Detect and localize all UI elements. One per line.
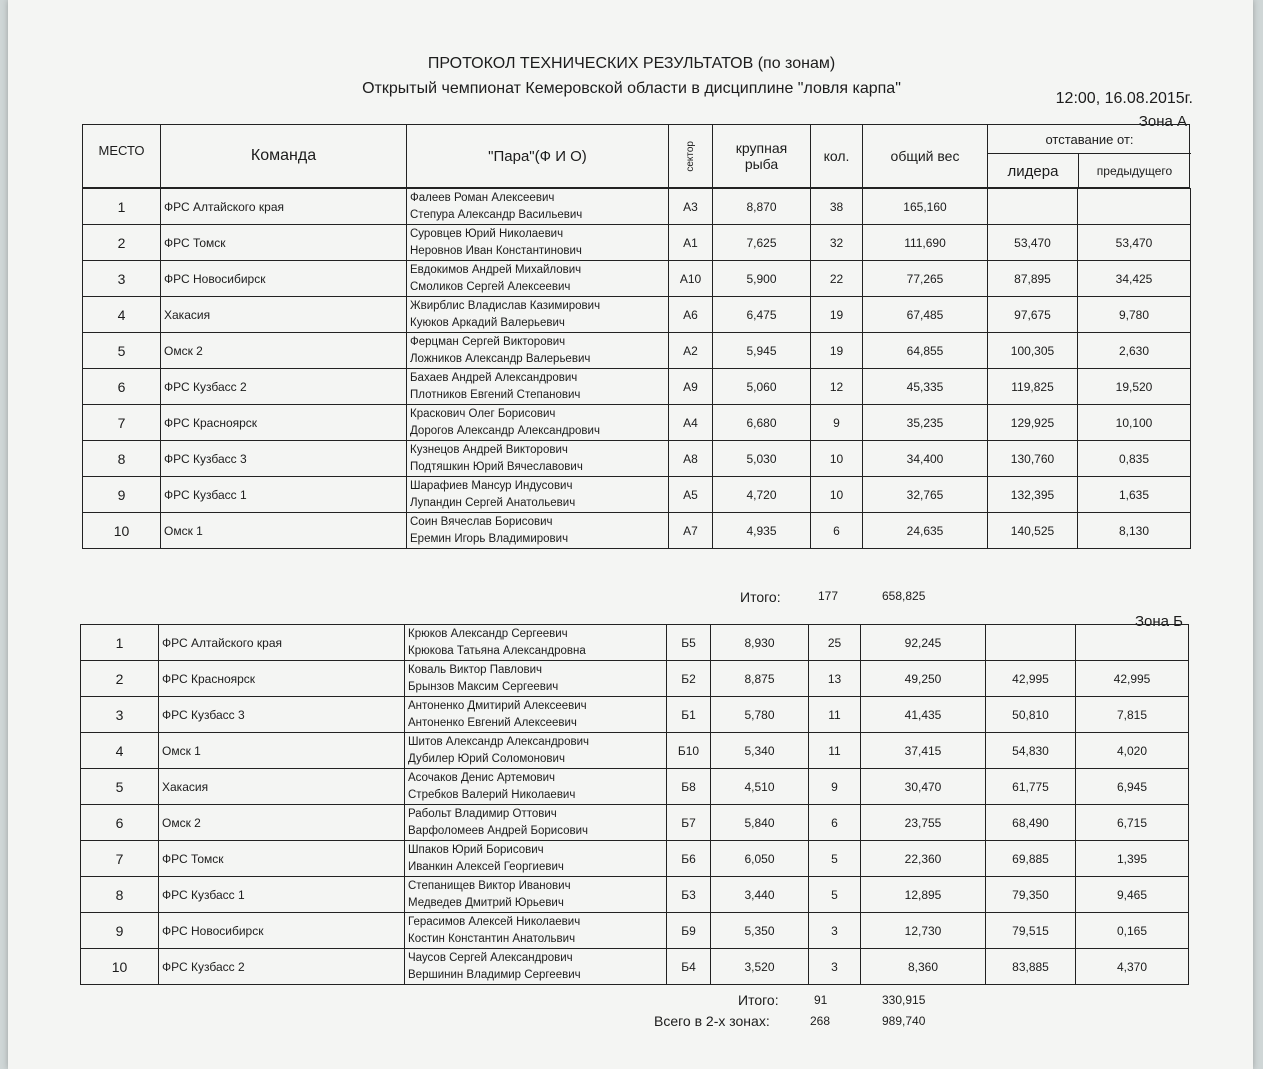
- count-cell: 25: [809, 625, 861, 661]
- lag-leader-cell: 42,995: [986, 661, 1076, 697]
- table-row: [83, 441, 1191, 477]
- team-cell: ФРС Алтайского края: [161, 189, 407, 225]
- weight-cell: 45,335: [863, 369, 988, 405]
- team-cell: Хакасия: [161, 297, 407, 333]
- sector-cell: Б6: [667, 841, 711, 877]
- big-fish-cell: 3,440: [711, 877, 809, 913]
- col-count: кол.: [811, 125, 863, 187]
- table-row: [81, 841, 1189, 877]
- lag-leader-cell: 100,305: [988, 333, 1078, 369]
- weight-cell: 92,245: [861, 625, 986, 661]
- pair-cell: [405, 769, 667, 805]
- pair-member-1: Рабольт Владимир Оттович: [408, 807, 557, 820]
- lag-leader-cell: 140,525: [988, 513, 1078, 549]
- col-place: МЕСТО: [83, 125, 161, 187]
- count-cell: 13: [809, 661, 861, 697]
- pair-member-2: Смоликов Сергей Алексеевич: [410, 280, 571, 293]
- protocol-datetime: 12:00, 16.08.2015г.: [1055, 90, 1193, 107]
- pair-cell: [405, 661, 667, 697]
- pair-member-2: Брынзов Максим Сергеевич: [408, 680, 559, 693]
- lag-previous-cell: 6,715: [1076, 805, 1189, 841]
- col-lag-leader: лидера: [988, 153, 1079, 189]
- zone-a-results-table: [82, 188, 1191, 549]
- place-cell: 5: [81, 769, 159, 805]
- weight-cell: 37,415: [861, 733, 986, 769]
- team-cell: Омск 2: [159, 805, 405, 841]
- place-cell: 2: [83, 225, 161, 261]
- place-cell: 7: [81, 841, 159, 877]
- pair-cell: [407, 369, 669, 405]
- count-cell: 5: [809, 877, 861, 913]
- lag-leader-cell: 129,925: [988, 405, 1078, 441]
- team-cell: Омск 1: [161, 513, 407, 549]
- weight-cell: 24,635: [863, 513, 988, 549]
- weight-cell: 35,235: [863, 405, 988, 441]
- pair-cell: [405, 733, 667, 769]
- big-fish-cell: 5,840: [711, 805, 809, 841]
- lag-leader-cell: 83,885: [986, 949, 1076, 985]
- lag-leader-cell: [988, 189, 1078, 225]
- place-cell: 10: [81, 949, 159, 985]
- table-row: [83, 513, 1191, 549]
- pair-cell: [405, 877, 667, 913]
- place-cell: 3: [81, 697, 159, 733]
- lag-previous-cell: 4,020: [1076, 733, 1189, 769]
- lag-previous-cell: 10,100: [1078, 405, 1191, 441]
- lag-previous-cell: 42,995: [1076, 661, 1189, 697]
- big-fish-cell: 8,875: [711, 661, 809, 697]
- sector-cell: Б5: [667, 625, 711, 661]
- col-sector-cell: [669, 125, 713, 187]
- weight-cell: 67,485: [863, 297, 988, 333]
- lag-previous-cell: 0,835: [1078, 441, 1191, 477]
- lag-previous-cell: 34,425: [1078, 261, 1191, 297]
- pair-member-2: Стребков Валерий Николаевич: [408, 788, 576, 801]
- lag-leader-cell: 87,895: [988, 261, 1078, 297]
- pair-cell: [405, 805, 667, 841]
- zone-a-total-label: Итого:: [740, 589, 781, 605]
- lag-leader-cell: 50,810: [986, 697, 1076, 733]
- pair-member-1: Герасимов Алексей Николаевич: [408, 915, 581, 928]
- place-cell: 2: [81, 661, 159, 697]
- team-cell: ФРС Новосибирск: [159, 913, 405, 949]
- place-cell: 9: [83, 477, 161, 513]
- pair-cell: [407, 477, 669, 513]
- pair-cell: [407, 225, 669, 261]
- lag-previous-cell: 4,370: [1076, 949, 1189, 985]
- count-cell: 32: [811, 225, 863, 261]
- pair-member-1: Шитов Александр Александрович: [408, 735, 589, 748]
- pair-member-1: Ферцман Сергей Викторович: [410, 335, 566, 348]
- pair-cell: [407, 405, 669, 441]
- pair-member-1: Антоненко Дмитирий Алексеевич: [408, 699, 587, 712]
- place-cell: 1: [81, 625, 159, 661]
- pair-cell: [405, 913, 667, 949]
- lag-previous-cell: 7,815: [1076, 697, 1189, 733]
- team-cell: ФРС Томск: [161, 225, 407, 261]
- big-fish-cell: 3,520: [711, 949, 809, 985]
- sector-cell: А1: [669, 225, 713, 261]
- sector-cell: А8: [669, 441, 713, 477]
- weight-cell: 49,250: [861, 661, 986, 697]
- pair-member-2: Дорогов Александр Александрович: [410, 424, 600, 437]
- sector-cell: Б1: [667, 697, 711, 733]
- col-sector: сектор: [685, 140, 696, 172]
- big-fish-cell: 5,350: [711, 913, 809, 949]
- lag-previous-cell: 1,635: [1078, 477, 1191, 513]
- pair-member-2: Неровнов Иван Константинович: [410, 244, 582, 257]
- lag-previous-cell: [1078, 189, 1191, 225]
- weight-cell: 41,435: [861, 697, 986, 733]
- count-cell: 10: [811, 441, 863, 477]
- pair-member-2: Подтяшкин Юрий Вячеславович: [410, 460, 583, 473]
- place-cell: 9: [81, 913, 159, 949]
- pair-member-1: Асочаков Денис Артемович: [408, 771, 556, 784]
- table-row: [83, 405, 1191, 441]
- pair-member-1: Соин Вячеслав Борисович: [410, 515, 553, 528]
- zone-b-label: Зона Б: [1134, 613, 1183, 630]
- pair-cell: [407, 513, 669, 549]
- pair-member-1: Коваль Виктор Павлович: [408, 663, 543, 676]
- table-row: [81, 805, 1189, 841]
- col-lag-previous: предыдущего: [1096, 164, 1173, 178]
- pair-cell: [405, 841, 667, 877]
- pair-member-1: Крюков Александр Сергеевич: [408, 627, 568, 640]
- weight-cell: 8,360: [861, 949, 986, 985]
- zone-b-results-table: [80, 624, 1189, 985]
- place-cell: 4: [81, 733, 159, 769]
- weight-cell: 12,895: [861, 877, 986, 913]
- team-cell: ФРС Кузбасс 1: [161, 477, 407, 513]
- table-row: [81, 625, 1189, 661]
- pair-member-1: Суровцев Юрий Николаевич: [410, 227, 564, 240]
- count-cell: 19: [811, 297, 863, 333]
- pair-member-1: Шпаков Юрий Борисович: [408, 843, 544, 856]
- table-row: [81, 949, 1189, 985]
- lag-previous-cell: 0,165: [1076, 913, 1189, 949]
- lag-previous-cell: 8,130: [1078, 513, 1191, 549]
- sector-cell: А3: [669, 189, 713, 225]
- count-cell: 3: [809, 949, 861, 985]
- zone-a-total-count: 177: [818, 589, 839, 603]
- big-fish-cell: 6,680: [713, 405, 811, 441]
- sector-cell: А7: [669, 513, 713, 549]
- zone-b-total-weight: 330,915: [882, 993, 926, 1007]
- pair-member-1: Кузнецов Андрей Викторович: [410, 443, 568, 456]
- sector-cell: Б10: [667, 733, 711, 769]
- table-row: [83, 225, 1191, 261]
- grand-total-count: 268: [810, 1014, 831, 1028]
- team-cell: Омск 2: [161, 333, 407, 369]
- big-fish-cell: 5,030: [713, 441, 811, 477]
- big-fish-cell: 5,780: [711, 697, 809, 733]
- lag-leader-cell: 132,395: [988, 477, 1078, 513]
- weight-cell: 12,730: [861, 913, 986, 949]
- pair-member-2: Плотников Евгений Степанович: [410, 388, 581, 401]
- table-row: [81, 913, 1189, 949]
- lag-leader-cell: 69,885: [986, 841, 1076, 877]
- weight-cell: 30,470: [861, 769, 986, 805]
- sector-cell: А5: [669, 477, 713, 513]
- pair-cell: [405, 625, 667, 661]
- pair-member-2: Антоненко Евгений Алексеевич: [408, 716, 577, 729]
- lag-previous-cell: 9,465: [1076, 877, 1189, 913]
- pair-member-2: Медведев Дмитрий Юрьевич: [408, 896, 564, 909]
- lag-previous-cell: 53,470: [1078, 225, 1191, 261]
- table-row: [81, 733, 1189, 769]
- lag-leader-cell: 79,515: [986, 913, 1076, 949]
- big-fish-cell: 5,060: [713, 369, 811, 405]
- team-cell: Хакасия: [159, 769, 405, 805]
- count-cell: 19: [811, 333, 863, 369]
- pair-member-1: Евдокимов Андрей Михайлович: [410, 263, 582, 276]
- count-cell: 11: [809, 733, 861, 769]
- weight-cell: 32,765: [863, 477, 988, 513]
- sector-cell: Б2: [667, 661, 711, 697]
- pair-member-2: Еремин Игорь Владимирович: [410, 532, 569, 545]
- table-header: [82, 124, 1190, 188]
- count-cell: 22: [811, 261, 863, 297]
- weight-cell: 77,265: [863, 261, 988, 297]
- zone-b-total-count: 91: [814, 993, 828, 1007]
- count-cell: 12: [811, 369, 863, 405]
- place-cell: 1: [83, 189, 161, 225]
- pair-member-2: Степура Александр Васильевич: [410, 208, 583, 221]
- team-cell: ФРС Кузбасс 3: [161, 441, 407, 477]
- big-fish-cell: 4,935: [713, 513, 811, 549]
- protocol-subtitle: Открытый чемпионат Кемеровской области в дисциплине "ловля карпа": [362, 80, 901, 97]
- lag-leader-cell: 68,490: [986, 805, 1076, 841]
- count-cell: 5: [809, 841, 861, 877]
- team-cell: ФРС Томск: [159, 841, 405, 877]
- pair-member-2: Дубилер Юрий Соломонович: [408, 752, 565, 765]
- pair-cell: [405, 949, 667, 985]
- pair-member-1: Жвирблис Владислав Казимирович: [410, 299, 601, 312]
- pair-member-2: Иванкин Алексей Георгиевич: [408, 860, 564, 873]
- big-fish-cell: 8,870: [713, 189, 811, 225]
- place-cell: 6: [83, 369, 161, 405]
- col-total-weight: общий вес: [863, 125, 988, 187]
- pair-member-2: Крюкова Татьяна Александровна: [408, 644, 586, 657]
- col-team: Команда: [161, 125, 407, 187]
- count-cell: 6: [809, 805, 861, 841]
- sector-cell: Б3: [667, 877, 711, 913]
- big-fish-cell: 6,050: [711, 841, 809, 877]
- col-lag-group: [988, 125, 1191, 187]
- pair-cell: [405, 697, 667, 733]
- count-cell: 38: [811, 189, 863, 225]
- big-fish-cell: 7,625: [713, 225, 811, 261]
- place-cell: 4: [83, 297, 161, 333]
- place-cell: 8: [83, 441, 161, 477]
- sector-cell: А10: [669, 261, 713, 297]
- place-cell: 7: [83, 405, 161, 441]
- big-fish-cell: 5,900: [713, 261, 811, 297]
- table-row: [81, 769, 1189, 805]
- sector-cell: Б8: [667, 769, 711, 805]
- team-cell: ФРС Кузбасс 1: [159, 877, 405, 913]
- pair-cell: [407, 297, 669, 333]
- lag-previous-cell: 19,520: [1078, 369, 1191, 405]
- lag-previous-cell: 6,945: [1076, 769, 1189, 805]
- table-row: [83, 369, 1191, 405]
- pair-cell: [407, 189, 669, 225]
- weight-cell: 23,755: [861, 805, 986, 841]
- weight-cell: 111,690: [863, 225, 988, 261]
- place-cell: 10: [83, 513, 161, 549]
- table-row: [81, 697, 1189, 733]
- pair-member-2: Костин Константин Анатольвич: [408, 932, 576, 945]
- big-fish-cell: 4,510: [711, 769, 809, 805]
- team-cell: ФРС Кузбасс 2: [161, 369, 407, 405]
- pair-member-2: Лупандин Сергей Анатольевич: [410, 496, 576, 509]
- sector-cell: Б9: [667, 913, 711, 949]
- count-cell: 10: [811, 477, 863, 513]
- table-row: [83, 189, 1191, 225]
- sector-cell: Б4: [667, 949, 711, 985]
- pair-cell: [407, 261, 669, 297]
- count-cell: 6: [811, 513, 863, 549]
- place-cell: 8: [81, 877, 159, 913]
- team-cell: ФРС Кузбасс 2: [159, 949, 405, 985]
- sector-cell: Б7: [667, 805, 711, 841]
- place-cell: 3: [83, 261, 161, 297]
- big-fish-cell: 6,475: [713, 297, 811, 333]
- weight-cell: 22,360: [861, 841, 986, 877]
- lag-previous-cell: 1,395: [1076, 841, 1189, 877]
- zone-a-total-weight: 658,825: [882, 589, 926, 603]
- count-cell: 3: [809, 913, 861, 949]
- count-cell: 9: [811, 405, 863, 441]
- big-fish-cell: 8,930: [711, 625, 809, 661]
- big-fish-cell: 5,340: [711, 733, 809, 769]
- table-row: [81, 661, 1189, 697]
- zone-a-label: Зона А: [1138, 113, 1187, 130]
- lag-previous-cell: [1076, 625, 1189, 661]
- col-lag-from: отставание от:: [988, 125, 1191, 154]
- lag-previous-cell: 2,630: [1078, 333, 1191, 369]
- big-fish-cell: 5,945: [713, 333, 811, 369]
- col-big-fish: крупная рыба: [713, 125, 811, 187]
- pair-cell: [407, 441, 669, 477]
- count-cell: 9: [809, 769, 861, 805]
- lag-leader-cell: 79,350: [986, 877, 1076, 913]
- lag-previous-cell: 9,780: [1078, 297, 1191, 333]
- pair-member-1: Шарафиев Мансур Индусович: [410, 479, 573, 492]
- lag-leader-cell: [986, 625, 1076, 661]
- place-cell: 5: [83, 333, 161, 369]
- protocol-title: ПРОТОКОЛ ТЕХНИЧЕСКИХ РЕЗУЛЬТАТОВ (по зонам): [427, 55, 836, 72]
- lag-leader-cell: 119,825: [988, 369, 1078, 405]
- zone-b-total-label: Итого:: [738, 992, 779, 1008]
- col-pair: "Пара"(Ф И О): [407, 125, 669, 187]
- weight-cell: 34,400: [863, 441, 988, 477]
- table-row: [83, 333, 1191, 369]
- pair-cell: [407, 333, 669, 369]
- team-cell: ФРС Красноярск: [159, 661, 405, 697]
- table-row: [81, 877, 1189, 913]
- sector-cell: А2: [669, 333, 713, 369]
- table-row: [83, 477, 1191, 513]
- grand-total-weight: 989,740: [882, 1014, 926, 1028]
- table-row: [83, 261, 1191, 297]
- pair-member-2: Вершинин Владимир Сергеевич: [408, 968, 581, 981]
- table-row: [83, 297, 1191, 333]
- lag-leader-cell: 54,830: [986, 733, 1076, 769]
- grand-total-label: Всего в 2-х зонах:: [654, 1013, 770, 1029]
- pair-member-2: Куюков Аркадий Валерьевич: [410, 316, 565, 329]
- pair-member-1: Чаусов Сергей Александрович: [408, 951, 573, 964]
- pair-member-2: Варфоломеев Андрей Борисович: [408, 824, 589, 837]
- pair-member-1: Краскович Олег Борисович: [410, 407, 556, 420]
- place-cell: 6: [81, 805, 159, 841]
- team-cell: Омск 1: [159, 733, 405, 769]
- weight-cell: 165,160: [863, 189, 988, 225]
- sector-cell: А4: [669, 405, 713, 441]
- team-cell: ФРС Новосибирск: [161, 261, 407, 297]
- sector-cell: А6: [669, 297, 713, 333]
- team-cell: ФРС Алтайского края: [159, 625, 405, 661]
- weight-cell: 64,855: [863, 333, 988, 369]
- lag-leader-cell: 130,760: [988, 441, 1078, 477]
- lag-leader-cell: 61,775: [986, 769, 1076, 805]
- pair-member-2: Ложников Александр Валерьевич: [410, 352, 591, 365]
- pair-member-1: Фалеев Роман Алексеевич: [410, 191, 555, 204]
- team-cell: ФРС Кузбасс 3: [159, 697, 405, 733]
- pair-member-1: Бахаев Андрей Александрович: [410, 371, 578, 384]
- lag-leader-cell: 97,675: [988, 297, 1078, 333]
- pair-member-1: Степанищев Виктор Иванович: [408, 879, 571, 892]
- count-cell: 11: [809, 697, 861, 733]
- lag-leader-cell: 53,470: [988, 225, 1078, 261]
- big-fish-cell: 4,720: [713, 477, 811, 513]
- team-cell: ФРС Красноярск: [161, 405, 407, 441]
- sector-cell: А9: [669, 369, 713, 405]
